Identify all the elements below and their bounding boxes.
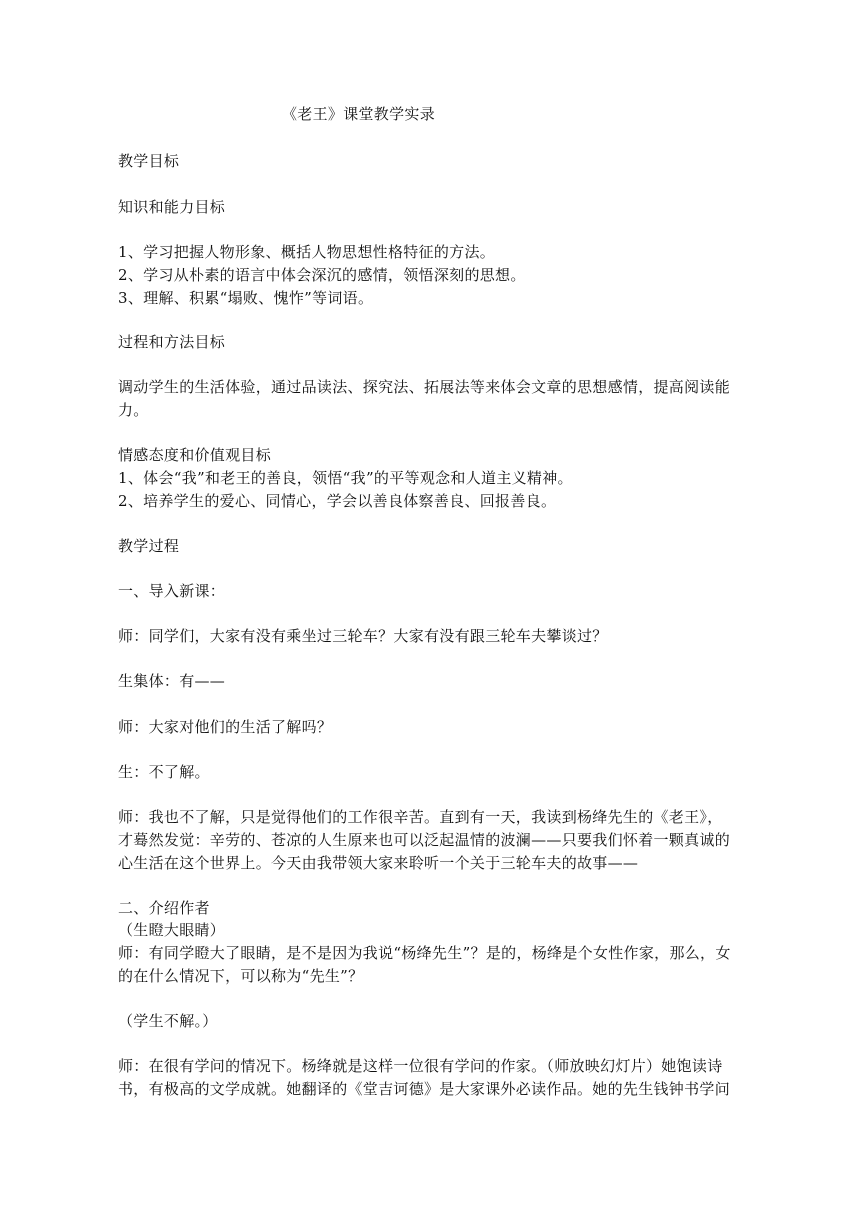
paragraph-line: 师：在很有学问的情况下。杨绛就是这样一位很有学问的作家。（师放映幻灯片）她饱读诗 [118, 1057, 723, 1075]
subsection-heading: 知识和能力目标 [118, 198, 226, 216]
subsection-heading: 情感态度和价值观目标 [118, 446, 272, 464]
paragraph-line: 1、学习把握人物形象、概括人物思想性格特征的方法。 [118, 243, 496, 261]
paragraph-line: 的在什么情况下，可以称为“先生”？ [118, 967, 364, 985]
subsection-heading: 一、导入新课： [118, 582, 226, 600]
paragraph-line: 师：同学们，大家有没有乘坐过三轮车？大家有没有跟三轮车夫攀谈过？ [118, 627, 608, 645]
paragraph-line: 1、体会“我”和老王的善良，领悟“我”的平等观念和人道主义精神。 [118, 469, 573, 487]
paragraph-line: 3、理解、积累“塌败、愧怍”等词语。 [118, 289, 374, 307]
paragraph-line: 2、培养学生的爱心、同情心，学会以善良体察善良、回报善良。 [118, 492, 557, 510]
paragraph-line: 才蓦然发觉：辛劳的、苍凉的人生原来也可以泛起温情的波澜——只要我们怀着一颗真诚的 [118, 831, 731, 849]
document-title: 《老王》课堂教学实录 [282, 105, 436, 123]
paragraph-line: （生瞪大眼睛） [118, 921, 226, 939]
subsection-heading: 过程和方法目标 [118, 333, 226, 351]
paragraph-line: 生：不了解。 [118, 763, 210, 781]
paragraph-line: 师：大家对他们的生活了解吗？ [118, 718, 333, 736]
section-heading: 教学目标 [118, 152, 180, 170]
paragraph-line: 师：有同学瞪大了眼睛，是不是因为我说“杨绛先生”？是的，杨绛是个女性作家，那么，女 [118, 944, 731, 962]
section-heading: 教学过程 [118, 537, 180, 555]
subsection-heading: 二、介绍作者 [118, 899, 210, 917]
paragraph-line: 调动学生的生活体验，通过品读法、探究法、拓展法等来体会文章的思想感情，提高阅读能 [118, 378, 731, 396]
paragraph-line: 心生活在这个世界上。今天由我带领大家来聆听一个关于三轮车夫的故事—— [118, 854, 639, 872]
paragraph-line: （学生不解。） [118, 1012, 218, 1030]
paragraph-line: 生集体：有—— [118, 672, 226, 690]
paragraph-line: 师：我也不了解，只是觉得他们的工作很辛苦。直到有一天，我读到杨绛先生的《老王》， [118, 808, 723, 826]
paragraph-line: 力。 [118, 401, 149, 419]
paragraph-line: 书，有极高的文学成就。她翻译的《堂吉诃德》是大家课外必读作品。她的先生钱钟书学问 [118, 1080, 731, 1098]
paragraph-line: 2、学习从朴素的语言中体会深沉的感情，领悟深刻的思想。 [118, 266, 526, 284]
